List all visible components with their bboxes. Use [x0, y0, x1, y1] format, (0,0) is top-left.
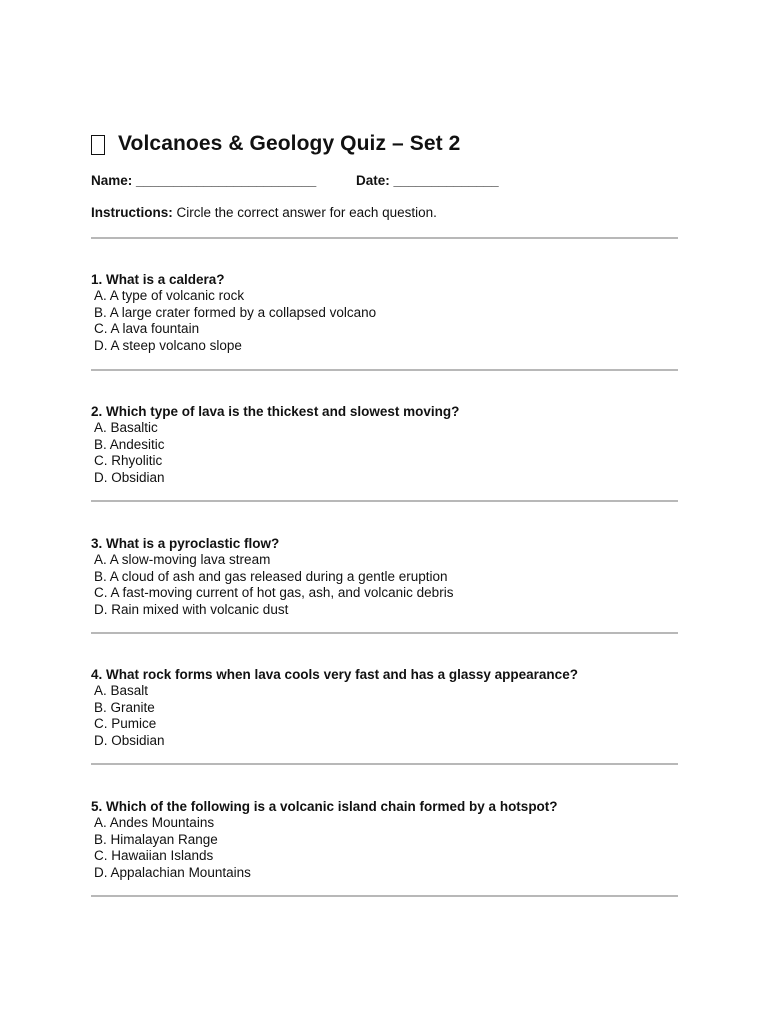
question-2 — [91, 403, 678, 486]
answer-options — [91, 815, 678, 881]
divider — [91, 369, 678, 371]
divider — [91, 500, 678, 502]
question-3 — [91, 535, 678, 618]
answer-option[interactable]: A. A type of volcanic rock — [94, 288, 245, 303]
answer-option[interactable]: D. Obsidian — [94, 732, 165, 748]
answer-option[interactable]: D. A steep volcano slope — [94, 337, 242, 353]
question-5 — [91, 798, 678, 881]
instructions-label: Instructions: — [91, 205, 173, 220]
question-text: 4. What rock forms when lava cools very fast and has a glassy appearance? — [91, 667, 578, 682]
page-title: Volcanoes & Geology Quiz – Set 2 — [118, 132, 461, 155]
question-text: 5. Which of the following is a volcanic island chain formed by a hotspot? — [91, 799, 558, 814]
answer-options — [91, 420, 678, 486]
instructions — [91, 205, 437, 220]
name-blank[interactable]: ________________________ — [136, 173, 317, 188]
answer-options — [91, 683, 678, 749]
answer-option[interactable]: C. A lava fountain — [94, 321, 200, 336]
name-field[interactable] — [91, 173, 316, 188]
instructions-text: Circle the correct answer for each question. — [172, 205, 437, 220]
answer-option[interactable]: C. Pumice — [94, 716, 157, 731]
answer-option[interactable]: A. A slow-moving lava stream — [94, 552, 271, 567]
missing-glyph-icon — [91, 135, 105, 155]
name-date-row — [91, 173, 499, 188]
answer-options — [91, 552, 678, 618]
title-row — [91, 128, 460, 160]
question-4 — [91, 666, 678, 749]
name-label: Name: — [91, 173, 133, 188]
answer-option[interactable]: B. Andesitic — [94, 436, 165, 452]
question-1 — [91, 271, 678, 354]
question-text: 3. What is a pyroclastic flow? — [91, 536, 280, 551]
divider — [91, 895, 678, 897]
divider — [91, 632, 678, 634]
date-label: Date: — [356, 173, 390, 188]
answer-option[interactable]: B. A cloud of ash and gas released during a gentle eruption — [94, 568, 448, 584]
answer-option[interactable]: B. A large crater formed by a collapsed volcano — [94, 304, 377, 320]
question-text: 1. What is a caldera? — [91, 272, 225, 287]
answer-option[interactable]: D. Appalachian Mountains — [94, 864, 251, 880]
answer-option[interactable]: C. Hawaiian Islands — [94, 848, 214, 863]
answer-options — [91, 288, 678, 354]
answer-option[interactable]: C. Rhyolitic — [94, 453, 163, 468]
question-text: 2. Which type of lava is the thickest and slowest moving? — [91, 404, 460, 419]
divider — [91, 237, 678, 239]
date-field[interactable] — [356, 173, 499, 188]
date-blank[interactable]: ______________ — [393, 173, 499, 188]
answer-option[interactable]: D. Rain mixed with volcanic dust — [94, 601, 289, 617]
answer-option[interactable]: A. Andes Mountains — [94, 815, 215, 830]
answer-option[interactable]: D. Obsidian — [94, 469, 165, 485]
answer-option[interactable]: A. Basaltic — [94, 420, 158, 435]
answer-option[interactable]: B. Granite — [94, 699, 155, 715]
answer-option[interactable]: B. Himalayan Range — [94, 831, 218, 847]
answer-option[interactable]: C. A fast-moving current of hot gas, ash, and volcanic debris — [94, 585, 454, 600]
divider — [91, 763, 678, 765]
answer-option[interactable]: A. Basalt — [94, 683, 149, 698]
